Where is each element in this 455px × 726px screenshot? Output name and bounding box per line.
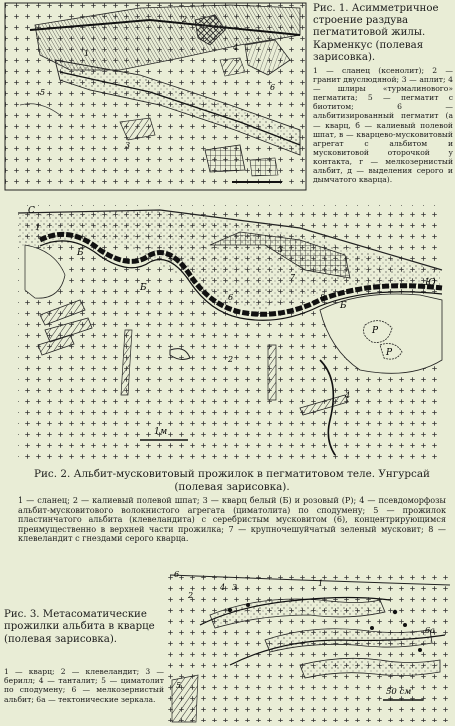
- fig2-scale: 1м: [154, 427, 168, 437]
- fig1-label-6: 6: [270, 83, 276, 92]
- fig2-label-p2: Р: [386, 348, 393, 358]
- figure-3-title: Рис. 3. Метасоматические прожилки альбита в кварце (полевая зарисовка).: [4, 609, 155, 645]
- fig3-label-6a: 6a: [425, 626, 435, 635]
- fig2-label-p1: Р: [372, 326, 379, 336]
- fig2-label-b2: Б: [140, 283, 147, 293]
- fig1-label-5: 5: [40, 88, 46, 97]
- fig2-label-6: 6: [228, 293, 234, 302]
- fig1-label-2: 2: [182, 15, 188, 24]
- fig2-label-8: 8: [320, 293, 326, 302]
- fig2-label-yu: Ю: [425, 278, 436, 288]
- fig2-label-5: 5: [168, 255, 174, 264]
- figure-3-legend: 1 — кварц; 2 — клевеландит; 3 — берилл; 4 — танталит; 5 — циматолит по сподумену; 6 — мелкозернистый альбит; 6а — тектонические зеркала.: [4, 667, 164, 704]
- fig1-label-3: 3: [125, 141, 131, 150]
- fig2-label-1: 1: [35, 223, 41, 232]
- fig3-label-6: 6: [174, 570, 180, 579]
- fig1-label-4: 4: [233, 43, 239, 52]
- fig3-label-2: 2: [188, 591, 194, 600]
- figure-2-drawing: [18, 205, 442, 463]
- figure-1-legend: 1 — сланец (ксенолит); 2 — гранит двуслюдяной; 3 — аплит; 4 — шлиры «турмалинового» пегматита; 5 — пегматит с биотитом; 6 — альбитизированный пегматит (а — кварц, б — калиевый полевой шпат, в — кварцево-мусковитовый агрегат с альбитом и мусковитовой оторочкой у контакта, г — мелкозернистый альбит, д — выделения серого и дымчатого кварца).: [313, 66, 453, 185]
- fig2-label-3: 3: [278, 245, 284, 254]
- fig2-label-c: С: [28, 206, 35, 216]
- fig3-scale: 50 см: [386, 687, 412, 697]
- figure-2-title: Рис. 2. Альбит-мусковитовый прожилок в пегматитовом теле. Унгурсай (полевая зарисовка).: [34, 468, 430, 493]
- fig2-label-2: 2: [228, 355, 234, 364]
- fig3-label-5: 5: [176, 681, 182, 690]
- fig1-label-1: 1: [84, 49, 90, 58]
- fig2-label-b3: Б: [340, 301, 347, 311]
- fig2-label-b1: Б: [77, 248, 84, 258]
- fig3-label-4: 4: [220, 583, 226, 592]
- fig3-label-3: 3: [232, 583, 238, 592]
- fig3-label-1: 1: [318, 579, 324, 588]
- fig2-label-4: 4: [345, 391, 351, 400]
- figure-1-caption: [313, 3, 453, 184]
- figure-1-drawing: [5, 3, 306, 190]
- figure-1-title: Рис. 1. Асимметричное строение раздува пегматитовой жилы. Карменкус (полевая зарисовка).: [313, 3, 439, 63]
- figure-2-legend: 1 — сланец; 2 — калиевый полевой шпат; 3 — кварц белый (Б) и розовый (Р); 4 — псевдоморфозы альбит-мусковитового волокнистого агрегата (циматолита) по сподумену; 5 — прожилок пластинчатого альбита (клевеландита) с серебристым мусковитом (6), концентрирующимся преимущественно в верхней части прожилка; 7 — крупночешуйчатый зеленый мусковит; 8 — клевеландит с гнездами серого кварца.: [18, 495, 446, 544]
- figure-3-drawing: [168, 570, 450, 722]
- fig2-label-7: 7: [290, 273, 296, 282]
